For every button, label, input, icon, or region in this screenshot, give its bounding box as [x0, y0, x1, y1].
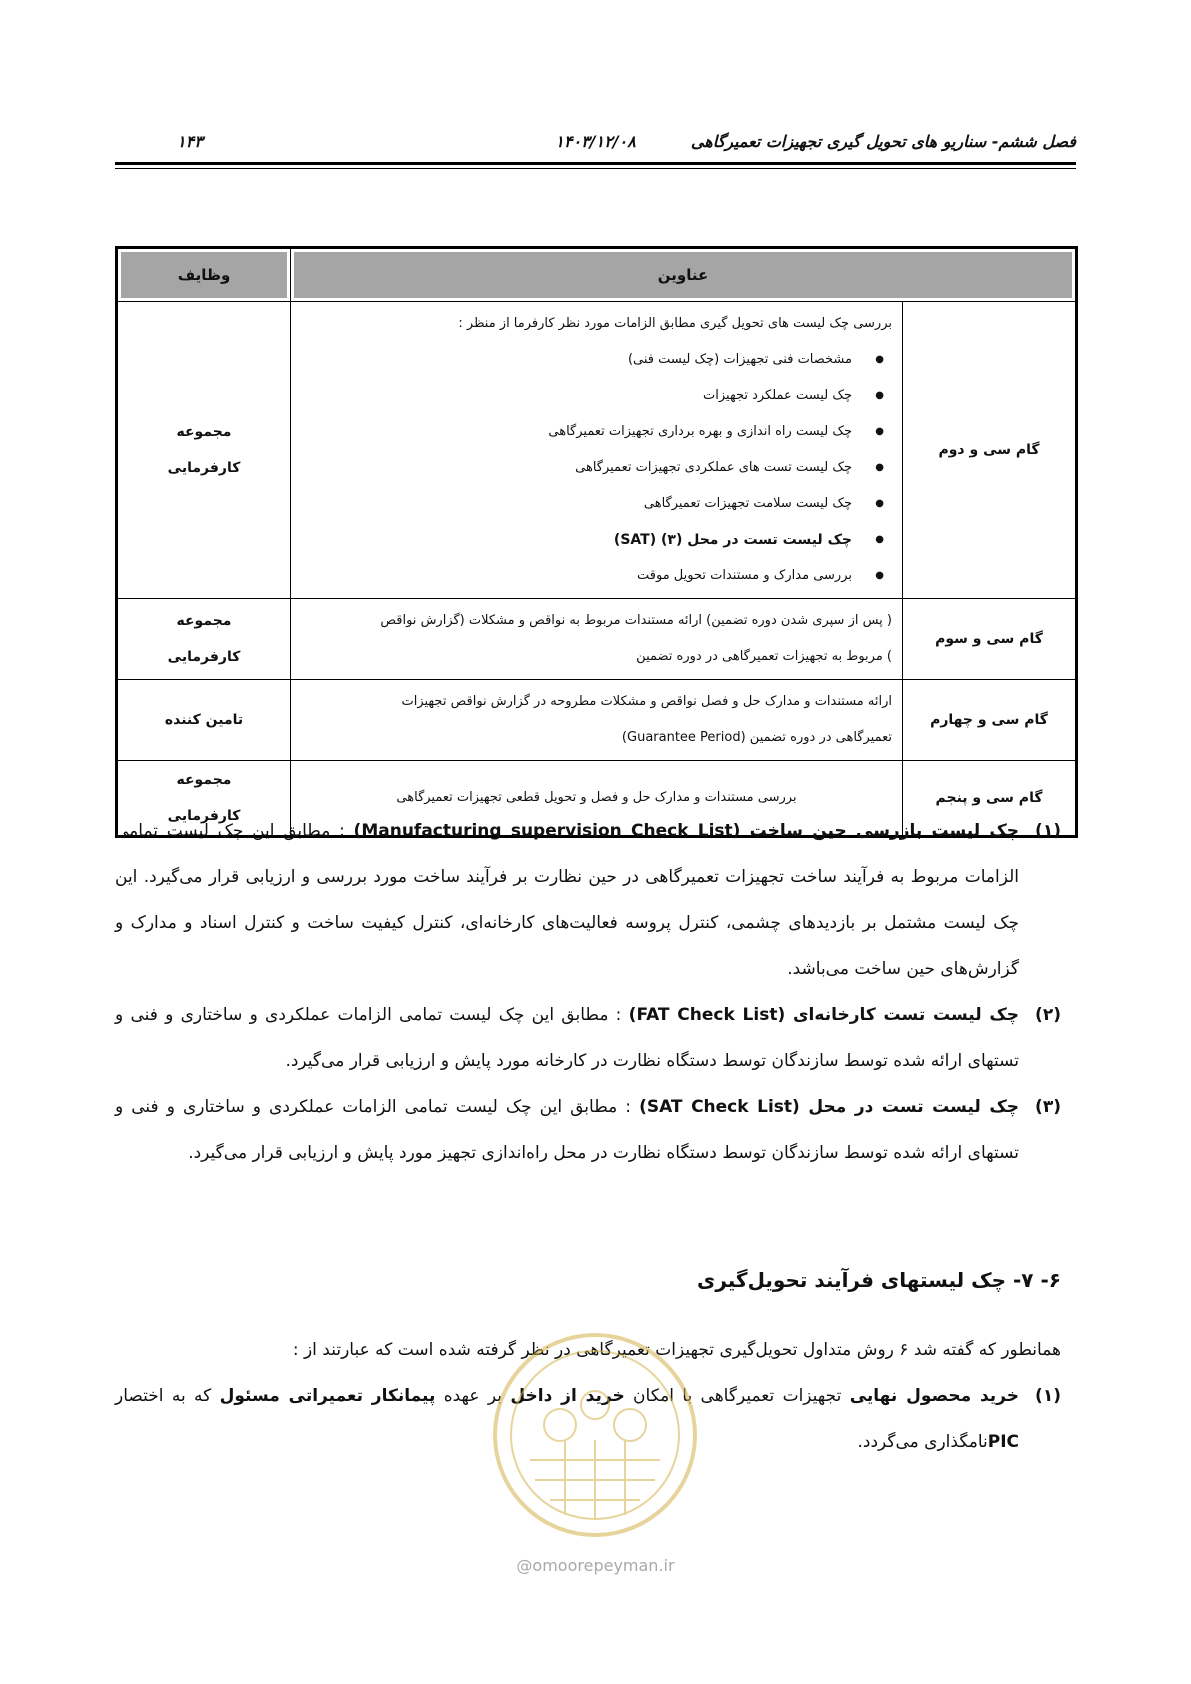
step-cell: گام سی و سوم [903, 599, 1077, 680]
footnote-title: چک لیست تست کارخانه‌ای (FAT Check List) [628, 1005, 1019, 1025]
footnote-title: چک لیست تست در محل (SAT Check List) [639, 1097, 1019, 1117]
table-row [117, 680, 1077, 761]
content-cell [291, 599, 903, 680]
footnote-number: (۳) [1035, 1097, 1061, 1117]
step-cell: گام سی و پنجم [903, 761, 1077, 837]
content-line: ( پس از سپری شدن دوره تضمین) ارائه مستندات مربوط به نواقص و مشکلات (گزارش نواقص [380, 613, 892, 628]
item-text: تجهیزات تعمیرگاهی با امکان [624, 1386, 850, 1406]
duty-cell [117, 302, 291, 599]
list-item: ● چک لیست راه اندازی و بهره برداری تجهیزات تعمیرگاهی [301, 414, 862, 450]
list-item: ● چک لیست سلامت تجهیزات تعمیرگاهی [301, 486, 862, 522]
content-cell: بررسی مستندات و مدارک حل و فصل و تحویل قطعی تجهیزات تعمیرگاهی [291, 761, 903, 837]
page-header [115, 132, 1076, 156]
bullet-list [301, 342, 892, 594]
section-heading: ۶- ۷- چک لیستهای فرآیند تحویل‌گیری [697, 1268, 1061, 1292]
item-number: (۱) [1035, 1386, 1061, 1406]
duty-line: کارفرمایی [167, 808, 241, 824]
bold-term: پیمانکار تعمیراتی مسئول [219, 1386, 436, 1406]
header-date: ۱۴۰۳/۱۲/۰۸ [555, 132, 636, 151]
step-cell: گام سی و دوم [903, 302, 1077, 599]
content-line: ارائه مستندات و مدارک حل و فصل نواقص و مشکلات مطروحه در گزارش نواقص تجهیزات [401, 694, 892, 709]
bold-term: خرید از داخل [510, 1386, 625, 1406]
col-header-titles: عناوین [291, 248, 1077, 302]
footnote-text: : مطابق این چک لیست تمامی الزامات عملکردی و ساختاری و فنی و تستهای ارائه شده توسط سازندگان توسط دستگاه نظارت در محل راه‌اندازی تجهیز مورد پایش و ارزیابی قرار می‌گیرد. [115, 1097, 1019, 1163]
duty-line: مجموعه [176, 613, 232, 629]
footnote-number: (۱) [1035, 821, 1061, 841]
section-intro: همانطور که گفته شد ۶ روش متداول تحویل‌گیری تجهیزات تعمیرگاهی در نظر گرفته شده است که عبارتند از : [292, 1340, 1061, 1360]
list-item: ● چک لیست عملکرد تجهیزات [301, 378, 862, 414]
header-rule-thick [115, 162, 1076, 165]
footnote-item [115, 992, 1061, 1084]
footnote-text: : مطابق این چک لیست تمامی الزامات عملکردی و ساختاری و فنی و تستهای ارائه شده توسط سازندگان توسط دستگاه نظارت در کارخانه مورد پایش و ارزیابی قرار می‌گیرد. [115, 1005, 1019, 1071]
list-item: ● مشخصات فنی تجهیزات (چک لیست فنی) [301, 342, 862, 378]
content-cell [291, 680, 903, 761]
footnote-number: (۲) [1035, 1005, 1061, 1025]
watermark-url: @omoorepeyman.ir [516, 1556, 675, 1575]
table-header-row [117, 248, 1077, 302]
list-item: ● بررسی مدارک و مستندات تحویل موقت [301, 558, 862, 594]
table-row [117, 599, 1077, 680]
step-cell: گام سی و چهارم [903, 680, 1077, 761]
duty-line: مجموعه [176, 772, 232, 788]
footnote-title: چک لیست بازرسی حین ساخت (Manufacturing supervision Check List) [353, 821, 1020, 841]
item-text: که به اختصار [115, 1386, 220, 1406]
steps-table [115, 246, 1078, 838]
table-row [117, 302, 1077, 599]
footnote-text: : مطابق این چک لیست تمامی الزامات مربوط به فرآیند ساخت تجهیزات تعمیرگاهی در حین نظارت بر فرآیند ساخت مورد بررسی و ارزیابی قرار می‌گیرد. این چک لیست مشتمل بر بازدیدهای چشمی، کنترل پروسه فعالیت‌های کارخانه‌ای، کنترل کیفیت ساخت و کنترل اسناد و مدارک و گزارش‌های حین ساخت می‌باشد. [115, 821, 1019, 979]
footnotes [115, 808, 1061, 1176]
bold-term: خرید محصول نهایی [849, 1386, 1019, 1406]
header-rule-thin [115, 168, 1076, 169]
item-text: بر عهده [435, 1386, 511, 1406]
row-intro: بررسی چک لیست های تحویل گیری مطابق الزامات مورد نظر کارفرما از منظر : [458, 316, 892, 331]
col-header-duties: وظایف [117, 248, 291, 302]
duty-line: کارفرمایی [167, 460, 241, 476]
list-item: ● چک لیست تست در محل (۳) (SAT) [301, 522, 862, 558]
watermark-seal-icon [490, 1330, 700, 1540]
item-text: نامگذاری می‌گردد. [857, 1432, 988, 1452]
page-number: ۱۴۳ [177, 132, 203, 151]
bold-term: PIC [987, 1432, 1019, 1452]
content-cell [291, 302, 903, 599]
chapter-title: فصل ششم- سناریو های تحویل گیری تجهیزات تعمیرگاهی [690, 132, 1076, 151]
duty-line: کارفرمایی [167, 649, 241, 665]
footnote-item [115, 808, 1061, 992]
duty-cell [117, 599, 291, 680]
duty-line: مجموعه [176, 424, 232, 440]
list-item: ● چک لیست تست های عملکردی تجهیزات تعمیرگاهی [301, 450, 862, 486]
content-line: ) مربوط به تجهیزات تعمیرگاهی در دوره تضمین [636, 649, 892, 664]
footnote-item [115, 1084, 1061, 1176]
duty-cell: تامین کننده [117, 680, 291, 761]
content-line: تعمیرگاهی در دوره تضمین (Guarantee Period) [621, 730, 892, 745]
